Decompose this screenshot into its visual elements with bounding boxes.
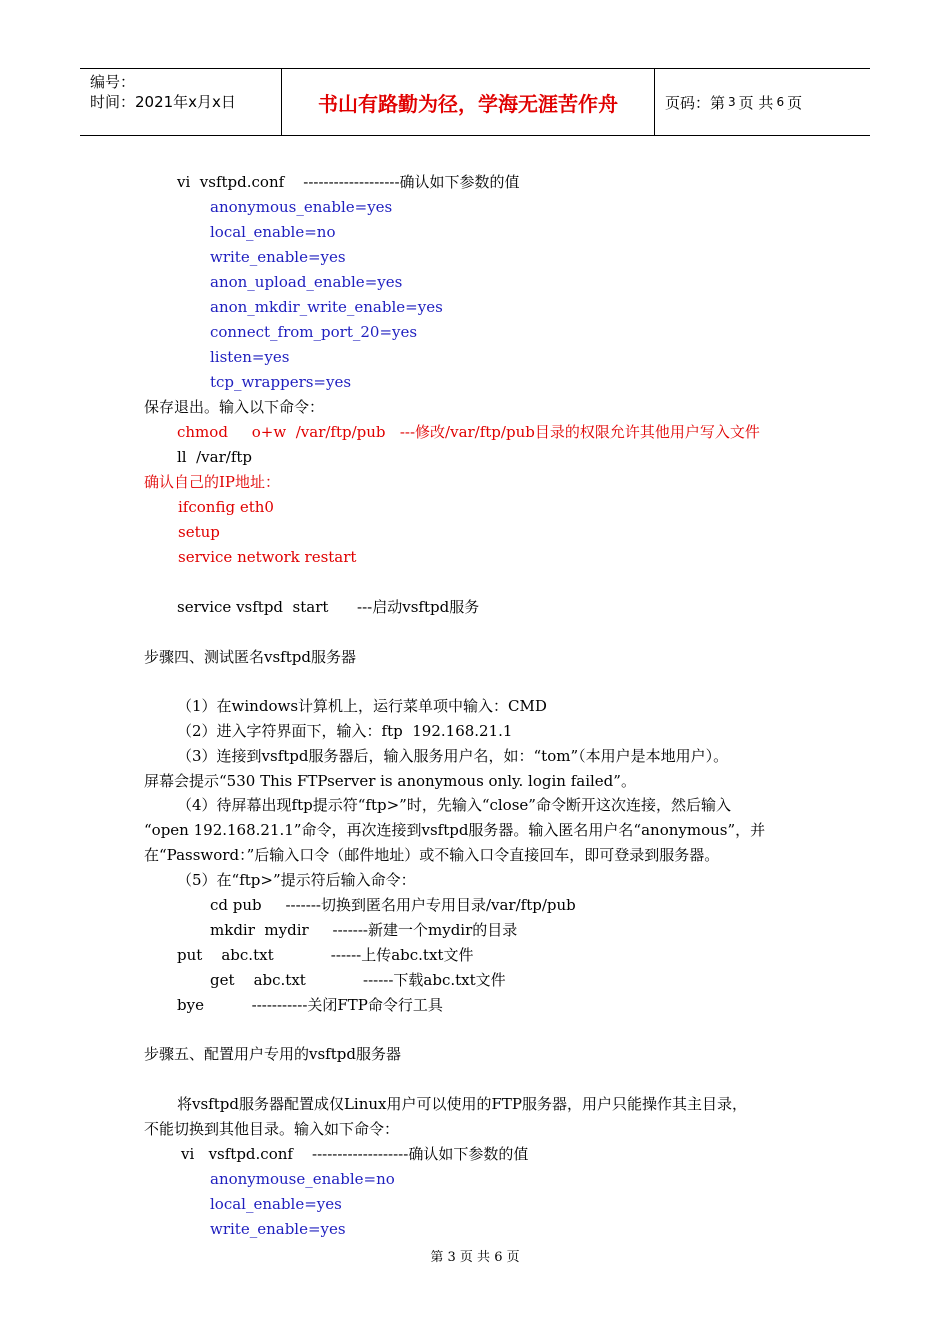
- text-line: 屏幕会提示“530 This FTPserver is anonymous only. login failed”。: [144, 772, 636, 790]
- footer-page-total: 6: [494, 1250, 503, 1265]
- header-number-label: 编号：: [90, 73, 136, 91]
- text-line: 确认自己的IP地址：: [144, 473, 281, 491]
- text-line: 不能切换到其他目录。输入如下命令：: [144, 1120, 400, 1138]
- text-line: anon_upload_enable=yes: [210, 273, 403, 291]
- text-line: （3）连接到vsftpd服务器后，输入服务用户名，如：“tom”（本用户是本地用户）。: [177, 747, 729, 765]
- text-line: put abc.txt ------上传abc.txt文件: [177, 946, 474, 964]
- header-page-suffix: 页: [787, 93, 803, 112]
- footer-page-number: 3: [447, 1250, 456, 1265]
- text-line: anonymous_enable=yes: [210, 198, 393, 216]
- text-line: （2）进入字符界面下，输入：ftp 192.168.21.1: [177, 722, 513, 740]
- header-motto: 书山有路勤为径，学海无涯苦作舟: [282, 69, 655, 135]
- text-line: anonymouse_enable=no: [210, 1170, 395, 1188]
- text-line: （4）待屏幕出现ftp提示符“ftp>”时，先输入“close”命令断开这次连接，然后输入: [177, 796, 731, 814]
- header-page-info: [655, 69, 870, 135]
- text-line: service network restart: [178, 548, 357, 566]
- text-line: 保存退出。输入以下命令：: [144, 398, 325, 416]
- text-line: service vsftpd start ---启动vsftpd服务: [177, 598, 480, 616]
- text-line: ifconfig eth0: [178, 498, 274, 516]
- text-line: mkdir mydir -------新建一个mydir的目录: [210, 921, 518, 939]
- page-header: [80, 68, 870, 136]
- header-page-mid: 页 共: [738, 93, 774, 112]
- text-line: get abc.txt ------下载abc.txt文件: [210, 971, 506, 989]
- text-line: （1）在windows计算机上，运行菜单项中输入：CMD: [177, 697, 547, 715]
- text-line: vi vsftpd.conf -------------------确认如下参数的值: [181, 1145, 529, 1163]
- text-line: 步骤五、配置用户专用的vsftpd服务器: [144, 1045, 401, 1063]
- text-line: local_enable=yes: [210, 1195, 342, 1213]
- text-line: write_enable=yes: [210, 1220, 346, 1238]
- page-footer: [0, 1246, 950, 1265]
- text-line: local_enable=no: [210, 223, 336, 241]
- text-line: ll /var/ftp: [177, 448, 253, 466]
- header-time-label: 时间：2021年x月x日: [90, 93, 236, 111]
- text-line: 将vsftpd服务器配置成仅Linux用户可以使用的FTP服务器，用户只能操作其主目录，: [177, 1095, 748, 1113]
- text-line: 在“Password：”后输入口令（邮件地址）或不输入口令直接回车，即可登录到服务器。: [144, 846, 720, 864]
- text-line: write_enable=yes: [210, 248, 346, 266]
- text-line: setup: [178, 523, 220, 541]
- footer-suffix: 页: [506, 1250, 520, 1265]
- footer-mid: 页 共: [459, 1250, 491, 1265]
- header-page-number: 3: [728, 95, 736, 109]
- text-line: listen=yes: [210, 348, 290, 366]
- text-line: 步骤四、测试匿名vsftpd服务器: [144, 648, 356, 666]
- text-line: chmod o+w /var/ftp/pub ---修改/var/ftp/pub目录的权限允许其他用户写入文件: [177, 423, 760, 441]
- text-line: anon_mkdir_write_enable=yes: [210, 298, 443, 316]
- text-line: cd pub -------切换到匿名用户专用目录/var/ftp/pub: [210, 896, 576, 914]
- footer-prefix: 第: [430, 1250, 444, 1265]
- text-line: tcp_wrappers=yes: [210, 373, 352, 391]
- header-page-total: 6: [776, 95, 785, 109]
- text-line: （5）在“ftp>”提示符后输入命令：: [177, 871, 416, 889]
- text-line: vi vsftpd.conf -------------------确认如下参数的值: [177, 173, 520, 191]
- text-line: “open 192.168.21.1”命令，再次连接到vsftpd服务器。输入匿名用户名“anonymous”，并: [144, 821, 766, 839]
- header-page-prefix: 页码：第: [665, 93, 726, 112]
- text-line: bye -----------关闭FTP命令行工具: [177, 996, 443, 1014]
- header-meta: [80, 69, 282, 135]
- text-line: connect_from_port_20=yes: [210, 323, 418, 341]
